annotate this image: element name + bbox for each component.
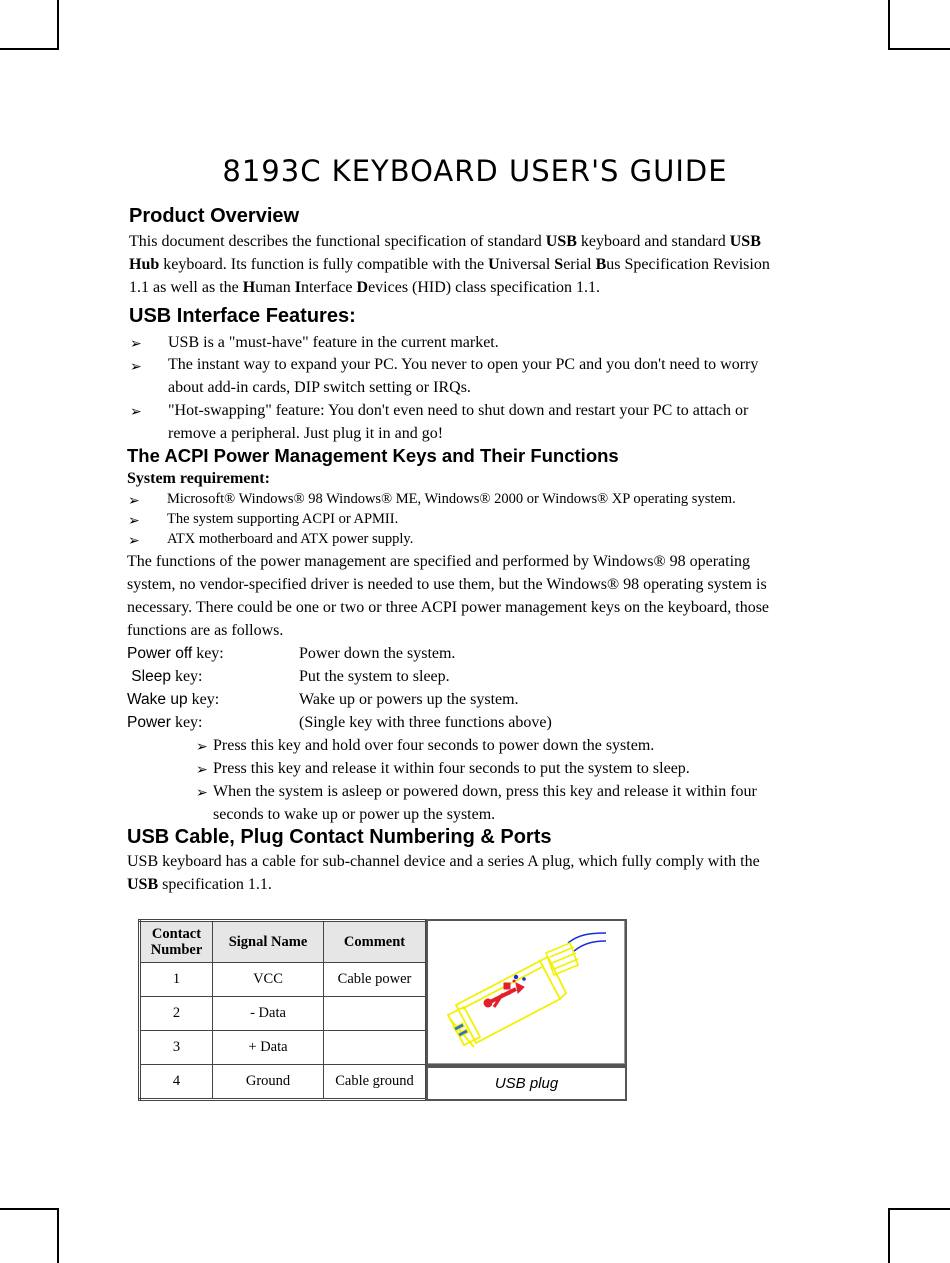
key-desc: Wake up or powers up the system. [299,691,519,708]
table-cell [324,1031,427,1065]
crop-mark [888,1208,950,1210]
cable-line: USB keyboard has a cable for sub-channel device and a series A plug, which fully comply with the [127,853,760,870]
bullet-arrow-icon: ➢ [128,533,140,549]
bold-text: USB [545,233,577,250]
bullet-arrow-icon: ➢ [130,404,142,420]
feature-item: The instant way to expand your PC. You never to open your PC and you don't need to worry [168,356,759,373]
bold-text: U [488,256,500,273]
overview-line: Hub keyboard. Its function is fully compatible with the Universal Serial Bus Specification Revision [129,256,770,273]
crop-mark [888,48,950,50]
table-cell: 4 [140,1065,213,1100]
document-title: 8193C KEYBOARD USER'S GUIDE [222,154,728,188]
table-row [140,1065,427,1100]
key-row-wake-up: Wake up key: [127,691,220,708]
table-cell: - Data [213,997,324,1031]
key-row-sleep: Sleep key: [127,668,203,685]
cable-line: USB specification 1.1. [127,876,272,893]
power-key-item: Press this key and release it within four seconds to put the system to sleep. [213,760,690,777]
feature-item: USB is a "must-have" feature in the current market. [168,334,499,351]
key-row-power-off: Power off key: [127,645,224,662]
bullet-arrow-icon: ➢ [196,739,208,755]
bold-text: B [595,256,607,273]
sysreq-item: ATX motherboard and ATX power supply. [167,531,414,547]
acpi-description-line: functions are as follows. [127,622,284,639]
table-cell: + Data [213,1031,324,1065]
bold-text: H [242,279,256,296]
acpi-heading: The ACPI Power Management Keys and Their Functions [127,445,619,466]
acpi-description-line: necessary. There could be one or two or three ACPI power management keys on the keyboard, those [127,599,770,616]
bullet-arrow-icon: ➢ [130,359,142,375]
system-requirement-heading: System requirement: [127,470,270,487]
feature-item: "Hot-swapping" feature: You don't even need to shut down and restart your PC to attach or [168,402,749,419]
key-desc: (Single key with three functions above) [299,714,552,731]
crop-mark [57,1208,59,1263]
table-cell: VCC [213,963,324,997]
table-row [140,1031,427,1065]
contact-table [138,919,428,1101]
key-desc: Put the system to sleep. [299,668,450,685]
sysreq-item: The system supporting ACPI or APMII. [167,511,399,527]
usb-features-heading: USB Interface Features: [129,305,356,327]
usb-plug-image [426,919,627,1066]
usb-plug-caption: USB plug [426,1066,627,1101]
power-key-item: When the system is asleep or powered down, press this key and release it within four [213,783,757,800]
table-cell: 3 [140,1031,213,1065]
crop-mark [888,0,890,50]
table-cell: Cable ground [324,1065,427,1100]
acpi-description-line: system, no vendor-specified driver is needed to use them, but the Windows® 98 operating system is [127,576,767,593]
column-header: Comment [324,921,427,963]
overview-line: 1.1 as well as the Human Interface Devices (HID) class specification 1.1. [129,279,600,296]
crop-mark [0,48,58,50]
table-cell: 2 [140,997,213,1031]
usb-cable-heading: USB Cable, Plug Contact Numbering & Ports [127,826,552,848]
key-desc: Power down the system. [299,645,456,662]
usb-plug-icon [428,921,625,1064]
bold-text: Hub [129,256,160,273]
table-header-row [140,921,427,963]
feature-item: remove a peripheral. Just plug it in and go! [168,425,444,442]
table-cell: Cable power [324,963,427,997]
bullet-arrow-icon: ➢ [196,785,208,801]
crop-mark [57,0,59,50]
table-row [140,963,427,997]
column-header: Contact Number [140,921,213,963]
table-cell [324,997,427,1031]
column-header: Signal Name [213,921,324,963]
bold-text: USB [729,233,761,250]
bullet-arrow-icon: ➢ [196,762,208,778]
bullet-arrow-icon: ➢ [128,493,140,509]
bold-text: USB [127,876,159,893]
feature-item: about add-in cards, DIP switch setting or IRQs. [168,379,471,396]
bold-text: D [356,279,369,296]
bold-text: I [294,279,301,296]
crop-mark [888,1208,890,1263]
bold-text: S [554,256,564,273]
power-key-item: Press this key and hold over four seconds to power down the system. [213,737,655,754]
overview-line: This document describes the functional specification of standard USB keyboard and standard USB [129,233,761,250]
key-name: Sleep [127,668,171,685]
bullet-arrow-icon: ➢ [130,336,142,352]
table-row [140,997,427,1031]
sysreq-item: Microsoft® Windows® 98 Windows® ME, Windows® 2000 or Windows® XP operating system. [167,491,736,507]
power-key-item: seconds to wake up or power up the system. [213,806,496,823]
table-cell: 1 [140,963,213,997]
crop-mark [0,1208,58,1210]
table-cell: Ground [213,1065,324,1100]
key-row-power: Power key: [127,714,203,731]
acpi-description-line: The functions of the power management are specified and performed by Windows® 98 operating [127,553,751,570]
bullet-arrow-icon: ➢ [128,513,140,529]
product-overview-heading: Product Overview [129,205,300,227]
key-name: Power [127,714,171,731]
key-name: Wake up [127,691,188,708]
key-name: Power off [127,645,193,662]
